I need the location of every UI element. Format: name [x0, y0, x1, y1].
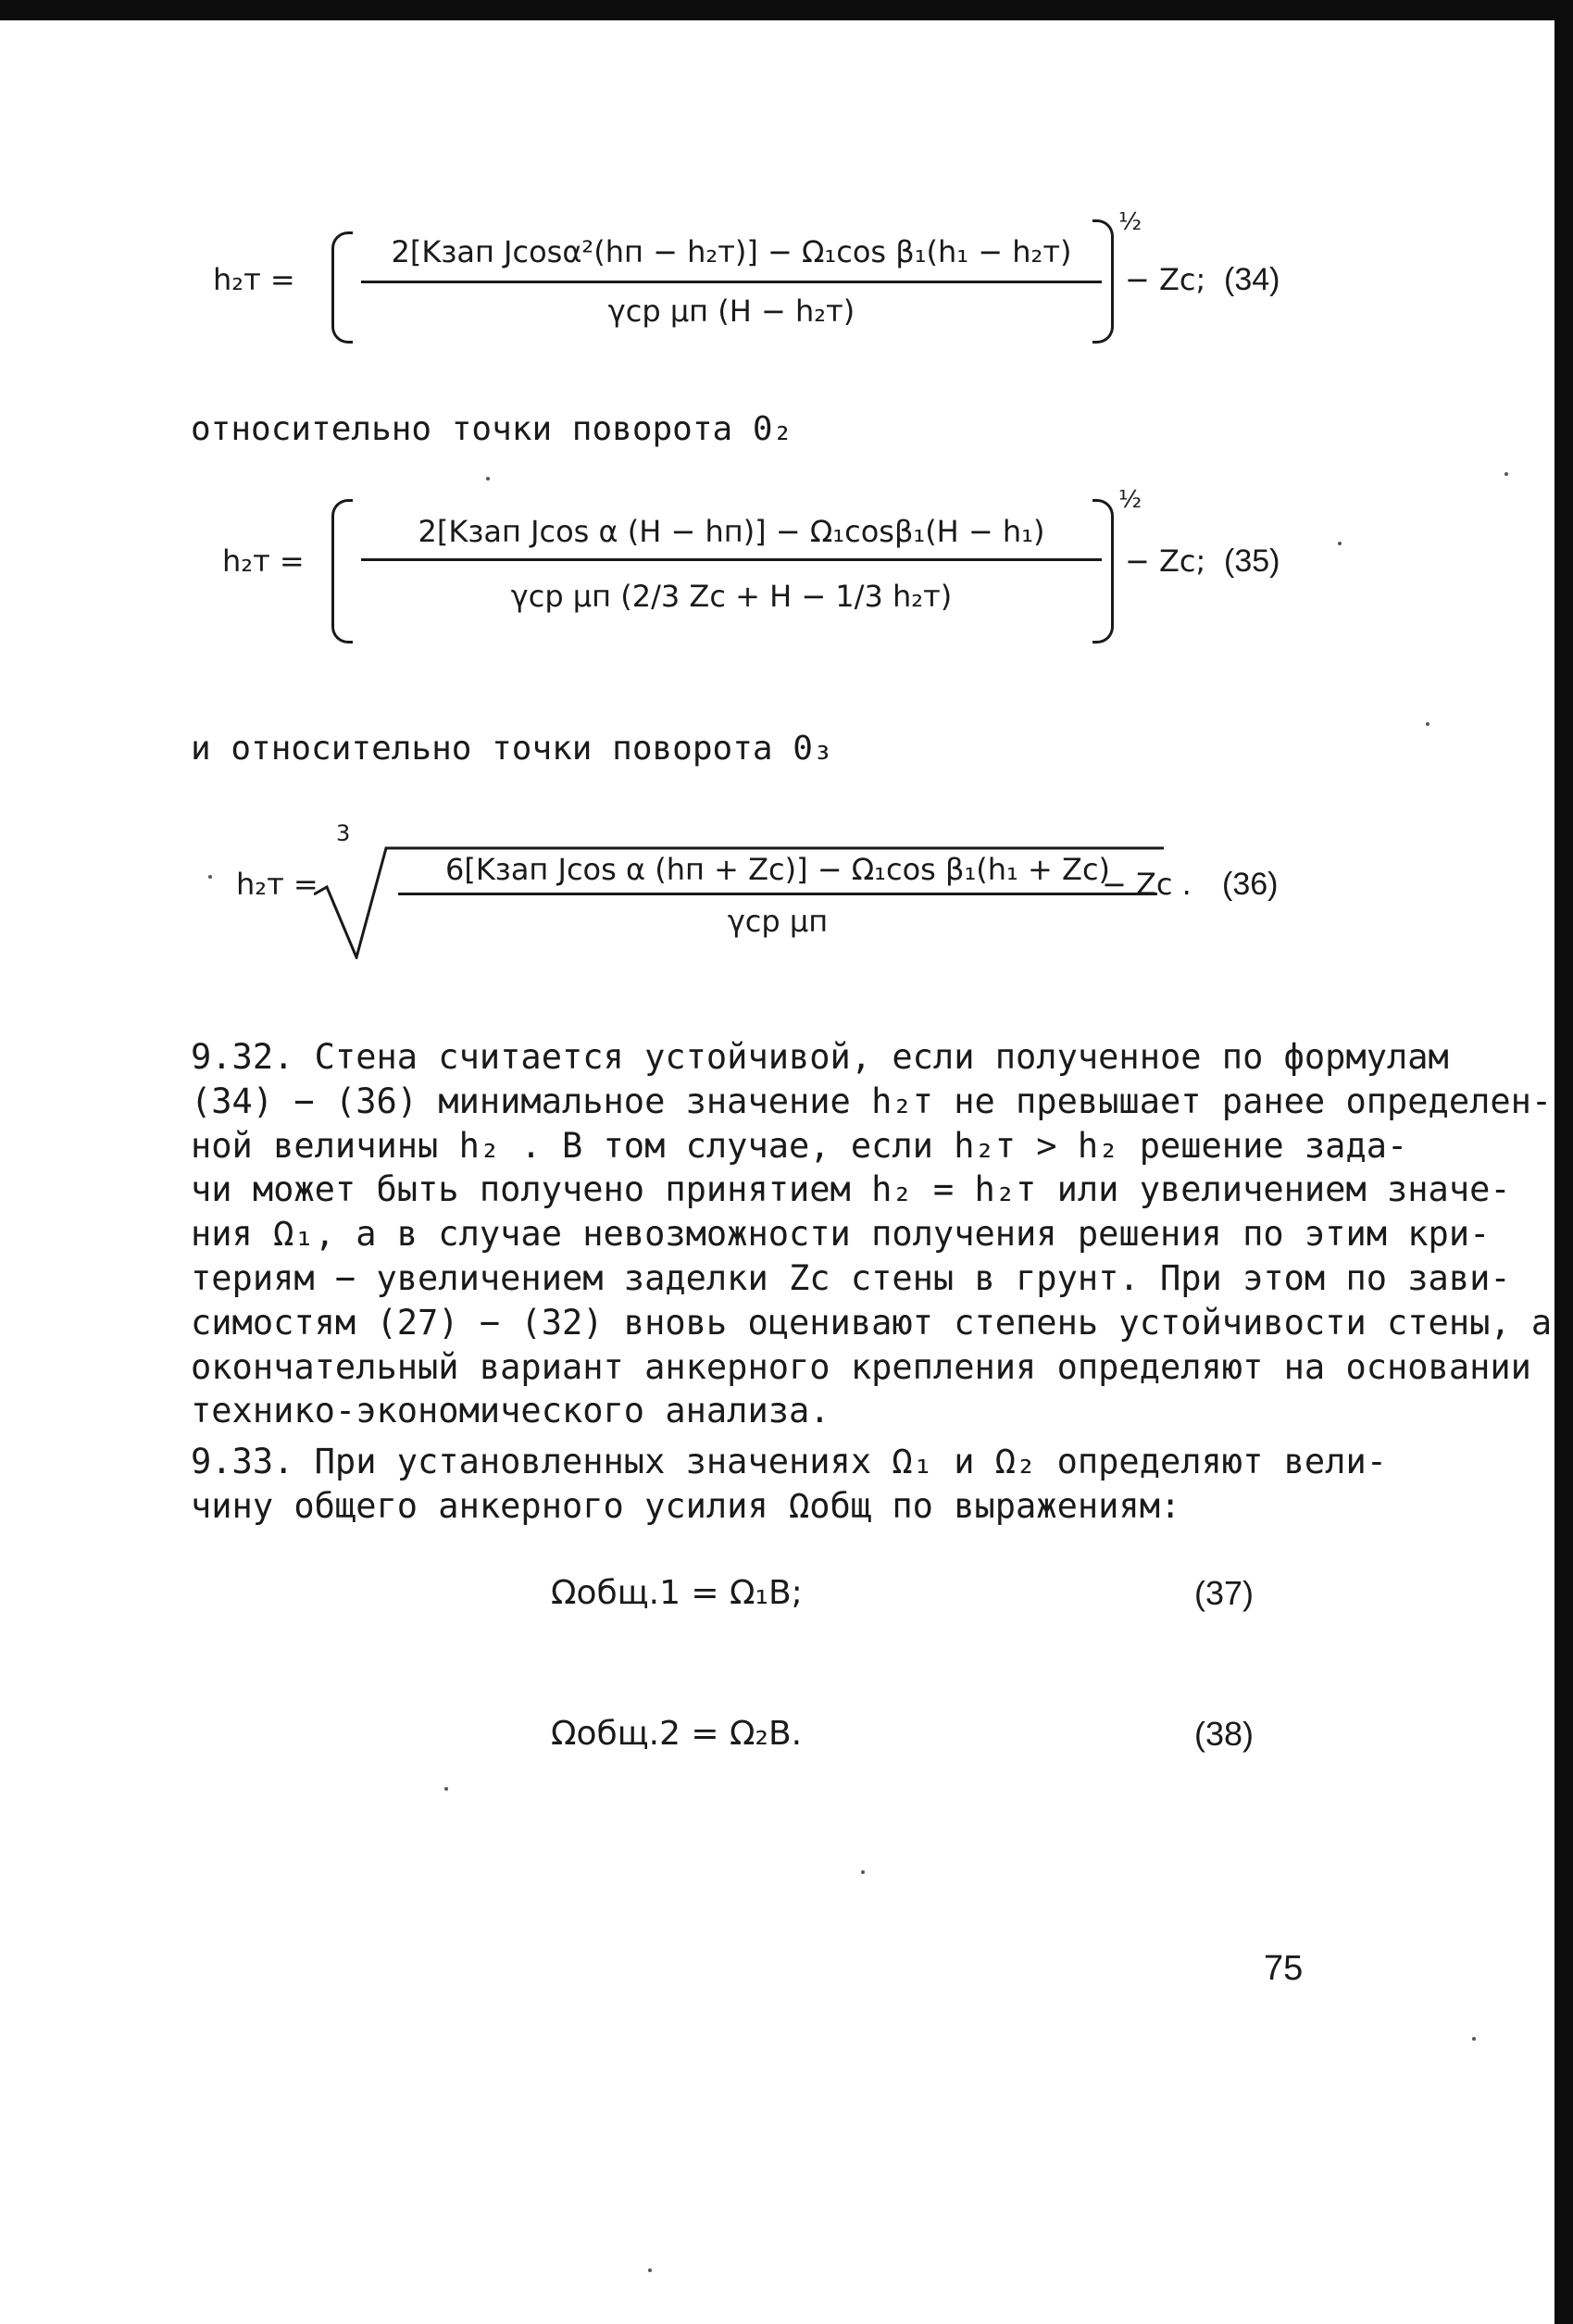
scan-speck [648, 2268, 652, 2272]
formula-36-number: (36) [1222, 867, 1279, 902]
formula-35-numerator: 2[Kзап Jcos α (H − hп)] − Ω₁cosβ₁(H − h₁) [418, 514, 1045, 549]
label-rotation-point-o3: и относительно точки поворота 0₃ [191, 730, 833, 768]
paragraph-line: ной величины h₂ . В том случае, если h₂т > h₂ решение зада- [191, 1125, 1408, 1166]
formula-36-denominator: γср μп [727, 904, 829, 939]
paragraph-line: окончательный вариант анкерного крепления определяют на основании [191, 1346, 1531, 1387]
scan-speck [1504, 472, 1508, 476]
formula-35-lhs: h₂т = [222, 544, 305, 579]
scan-speck [1472, 2037, 1476, 2041]
formula-36-root-index: 3 [336, 820, 351, 846]
formula-34-lhs: h₂т = [213, 262, 295, 297]
paragraph-line: технико-экономического анализа. [191, 1391, 830, 1431]
paragraph-line: 9.32. Стена считается устойчивой, если полученное по формулам [191, 1037, 1449, 1077]
page-number: 75 [1264, 1949, 1304, 1988]
formula-35-left-brace [331, 499, 353, 643]
formula-37-text: Ωобщ.1 = Ω₁B; [551, 1574, 803, 1612]
formula-36 [236, 815, 1347, 972]
formula-35-denominator: γср μп (2/3 Zc + H − 1/3 h₂т) [510, 579, 953, 614]
formula-38-number: (38) [1194, 1715, 1255, 1753]
scan-speck [444, 1787, 448, 1791]
formula-35-exponent: ½ [1118, 486, 1142, 514]
label-rotation-point-o2: относительно точки поворота 0₂ [191, 410, 793, 448]
scan-speck [208, 875, 212, 879]
paragraph-line: чину общего анкерного усилия Ωобщ по выражениям: [191, 1485, 1181, 1526]
formula-36-numerator: 6[Kзап Jcos α (hп + Zc)] − Ω₁cos β₁(h₁ + Zc) [444, 852, 1111, 887]
formula-34-number: (34) [1224, 262, 1280, 297]
formula-35-fraction-bar [361, 558, 1102, 561]
formula-34-fraction-bar [361, 281, 1102, 283]
formula-35-right-bracket [1092, 499, 1114, 643]
formula-34-tail: − Zc; [1125, 262, 1206, 297]
scan-border-top [0, 0, 1573, 20]
formula-34-denominator: γср μп (H − h₂т) [607, 294, 855, 329]
formula-34 [213, 208, 1324, 356]
formula-35-number: (35) [1224, 544, 1280, 579]
formula-37-number: (37) [1194, 1574, 1255, 1612]
paragraph-line: (34) − (36) минимальное значение h₂т не превышает ранее определен- [191, 1081, 1553, 1121]
formula-38 [551, 1715, 802, 1753]
scan-speck [486, 477, 490, 481]
scan-speck [1426, 722, 1429, 726]
scan-border-right [1554, 0, 1573, 2324]
formula-36-tail: − Zc . [1102, 867, 1192, 902]
paragraph-9-33 [191, 1440, 1388, 1529]
formula-34-left-brace [331, 231, 353, 344]
paragraph-9-32 [191, 1035, 1553, 1433]
formula-34-numerator: 2[Kзап Jcosα²(hп − h₂т)] − Ω₁cos β₁(h₁ − h₂т) [391, 234, 1072, 269]
paragraph-line: 9.33. При установленных значениях Ω₁ и Ω₂ определяют вели- [191, 1442, 1388, 1481]
paragraph-line: териям − увеличением заделки Zc стены в грунт. При этом по зави- [191, 1257, 1511, 1298]
formula-34-right-bracket [1092, 219, 1114, 344]
paragraph-line: чи может быть получено принятием h₂ = h₂т или увеличением значе- [191, 1169, 1511, 1210]
formula-34-exponent: ½ [1118, 208, 1142, 236]
scan-speck [861, 1870, 865, 1874]
scan-speck [1338, 542, 1342, 545]
formula-35 [222, 486, 1333, 653]
formula-36-lhs: h₂т = [236, 867, 318, 902]
paragraph-line: симостям (27) − (32) вновь оценивают степень устойчивости стены, а [191, 1302, 1553, 1343]
formula-35-tail: − Zc; [1125, 544, 1206, 579]
paragraph-line: ния Ω₁, а в случае невозможности получения решения по этим кри- [191, 1214, 1491, 1255]
formula-37 [551, 1574, 803, 1612]
formula-36-fraction-bar [398, 893, 1157, 895]
formula-38-text: Ωобщ.2 = Ω₂B. [551, 1715, 803, 1753]
